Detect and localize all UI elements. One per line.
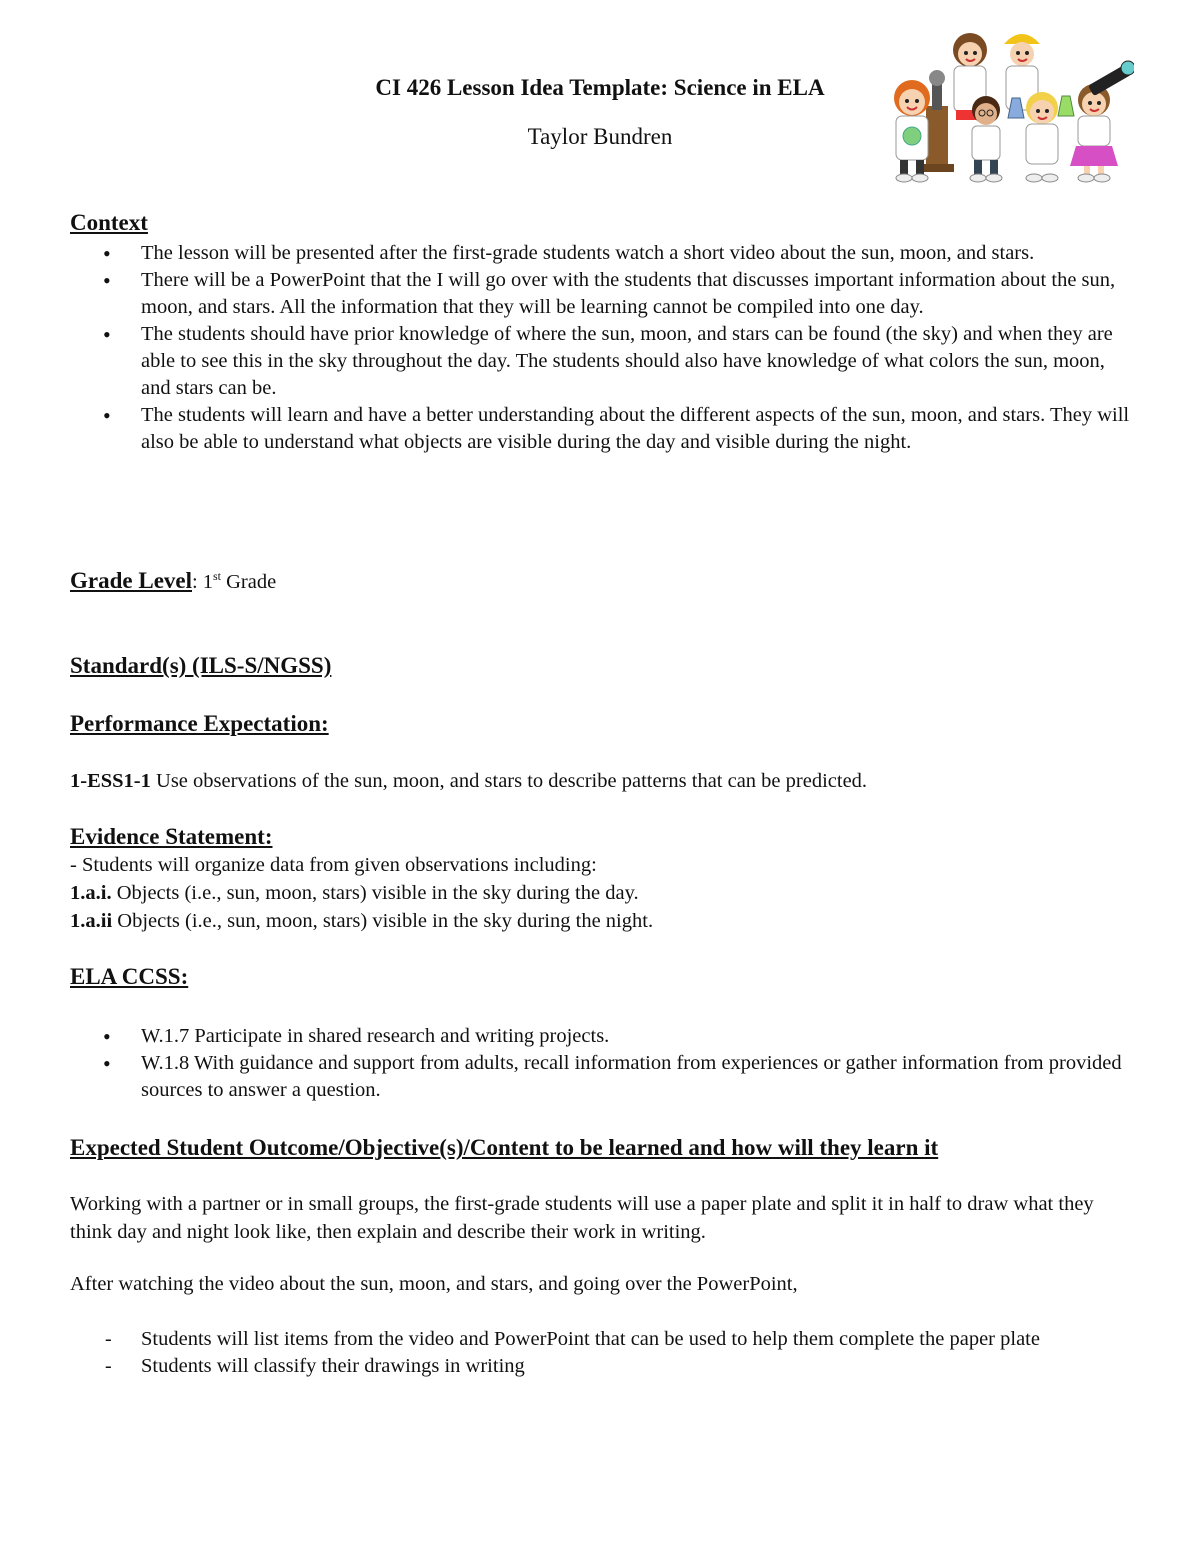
telescope-icon: [1088, 61, 1134, 96]
grade-level-text: Grade: [220, 571, 277, 593]
list-item: - Students will list items from the video and PowerPoint that can be used to help them complete the paper plate: [70, 1326, 1130, 1353]
outcome-list-container: [70, 1326, 1130, 1380]
evidence-item: [70, 907, 1130, 935]
performance-section: [70, 710, 1130, 738]
grade-level-heading: Grade Level: [70, 568, 192, 593]
outcome-paragraph-1: Working with a partner or in small groups, the first-grade students will use a paper plate and split it in half to draw what they think day and night look like, then explain and describe their work in writing.: [70, 1193, 1094, 1243]
standards-heading: Standard(s) (ILS-S/NGSS): [70, 653, 332, 678]
list-item: • There will be a PowerPoint that the I will go over with the students that discusses important information about the sun, moon, and stars. All the information that they will be learning cannot be compiled into one day.: [70, 267, 1130, 321]
performance-code: 1-ESS1-1: [70, 770, 151, 792]
evidence-item: [70, 879, 1130, 907]
outcome-list: [70, 1326, 1130, 1380]
evidence-text: Objects (i.e., sun, moon, stars) visible in the sky during the day.: [111, 882, 639, 904]
list-item: • The students will learn and have a better understanding about the different aspects of the sun, moon, and stars. They will also be able to understand what objects are visible during the day and visible during the night.: [70, 402, 1130, 456]
grade-level-number: 1: [202, 571, 213, 593]
ela-list-container: [70, 1023, 1130, 1104]
context-list: [70, 240, 1130, 456]
context-heading: Context: [70, 210, 148, 235]
grade-level-section: [70, 567, 1130, 595]
document-title: CI 426 Lesson Idea Template: Science in ELA: [375, 75, 825, 100]
evidence-text: Objects (i.e., sun, moon, stars) visible in the sky during the night.: [112, 910, 654, 932]
ela-list: [70, 1023, 1130, 1104]
grade-level-colon: :: [192, 571, 198, 593]
evidence-heading: Evidence Statement:: [70, 824, 273, 849]
child-figure-6: [1070, 61, 1134, 182]
outcome-heading: Expected Student Outcome/Objective(s)/Content to be learned and how will they learn it: [70, 1135, 939, 1160]
list-item: • The lesson will be presented after the first-grade students watch a short video about the sun, moon, and stars.: [70, 240, 1130, 267]
ela-section: [70, 963, 1130, 991]
performance-heading: Performance Expectation:: [70, 711, 329, 736]
children-scientists-illustration: [882, 28, 1134, 186]
standards-section: [70, 652, 1130, 680]
outcome-paragraph-2: After watching the video about the sun, moon, and stars, and going over the PowerPoint,: [70, 1273, 798, 1295]
evidence-code: 1.a.ii: [70, 910, 113, 932]
evidence-code: 1.a.i.: [70, 882, 112, 904]
performance-statement: [70, 767, 1130, 795]
outcome-section: [70, 1134, 1130, 1162]
context-section: [70, 209, 1130, 456]
ela-heading: ELA CCSS:: [70, 964, 189, 989]
list-item: • The students should have prior knowledge of where the sun, moon, and stars can be found (the sky) and when they are able to see this in the sky throughout the day. The students should also have knowledge of what colors the sun, moon, and stars can be.: [70, 321, 1130, 402]
grade-level-suffix: st: [212, 569, 221, 584]
performance-text: Use observations of the sun, moon, and stars to describe patterns that can be predicted.: [150, 770, 868, 792]
evidence-intro: - Students will organize data from given observations including:: [70, 854, 597, 876]
list-item: • W.1.7 Participate in shared research and writing projects.: [70, 1023, 1130, 1050]
list-item: - Students will classify their drawings in writing: [70, 1353, 1130, 1380]
author-name: Taylor Bundren: [527, 124, 673, 149]
child-figure-4: [970, 96, 1002, 182]
evidence-section: [70, 823, 1130, 935]
child-figure-5: [1008, 92, 1074, 182]
list-item: • W.1.8 With guidance and support from adults, recall information from experiences or gather information from provided sources to answer a question.: [70, 1050, 1130, 1104]
